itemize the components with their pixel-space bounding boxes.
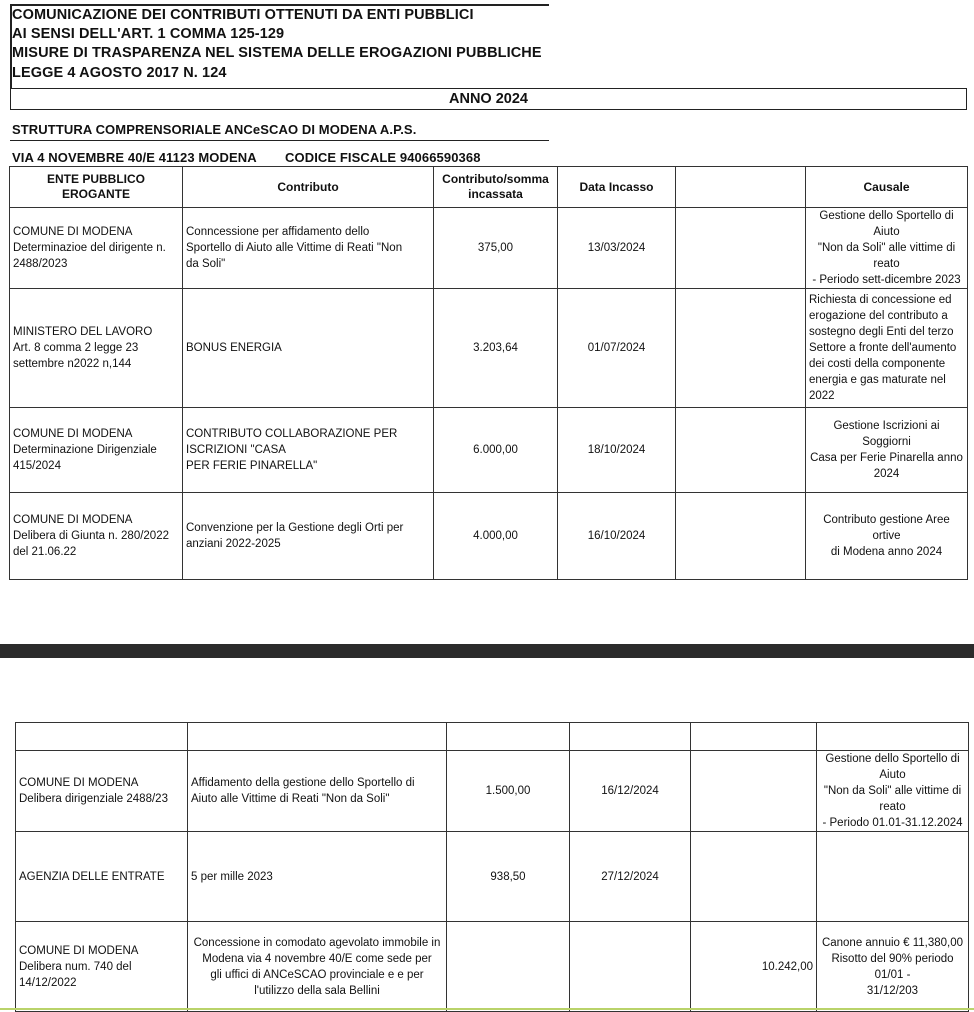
cell-importo: 938,50 xyxy=(447,832,570,922)
cell-ente: COMUNE DI MODENA Determinazioe del dirigente n. 2488/2023 xyxy=(10,208,183,289)
table-row xyxy=(16,832,969,922)
cell-data: 01/07/2024 xyxy=(558,289,676,408)
header-line-2: AI SENSI DELL'ART. 1 COMMA 125-129 xyxy=(12,26,285,42)
table-spacer-row xyxy=(16,723,969,751)
bottom-edge-line xyxy=(0,1008,974,1010)
cell-data: 16/10/2024 xyxy=(558,493,676,580)
header-top-rule xyxy=(10,4,549,6)
table-row xyxy=(10,208,968,289)
cell-importo xyxy=(447,922,570,1012)
cell-causale: Canone annuio € 11,380,00 Risotto del 90% periodo 01/01 - 31/12/203 xyxy=(817,922,969,1012)
cell-ente: COMUNE DI MODENA Delibera dirigenziale 2488/23 xyxy=(16,751,188,832)
contributions-table-bottom xyxy=(15,722,969,1012)
cell-causale xyxy=(817,832,969,922)
cell-causale: Gestione dello Sportello di Aiuto "Non da Soli" alle vittime di reato - Periodo sett-dicembre 2023 xyxy=(806,208,968,289)
table-row xyxy=(16,922,969,1012)
table-row xyxy=(10,289,968,408)
cell-extra xyxy=(676,493,806,580)
cell-extra xyxy=(676,208,806,289)
cell-empty xyxy=(817,723,969,751)
header-line-1: COMUNICAZIONE DEI CONTRIBUTI OTTENUTI DA ENTI PUBBLICI xyxy=(12,7,474,23)
cell-contributo: Convenzione per la Gestione degli Orti per anziani 2022-2025 xyxy=(183,493,434,580)
cell-data xyxy=(570,922,691,1012)
page-separator xyxy=(0,644,974,658)
cell-importo: 375,00 xyxy=(434,208,558,289)
cell-data: 27/12/2024 xyxy=(570,832,691,922)
col-data: Data Incasso xyxy=(558,167,676,208)
organization-rule xyxy=(10,140,549,141)
cell-contributo: Affidamento della gestione dello Sportello di Aiuto alle Vittime di Reati "Non da Soli" xyxy=(188,751,447,832)
cell-empty xyxy=(16,723,188,751)
table-row xyxy=(16,751,969,832)
cell-importo: 4.000,00 xyxy=(434,493,558,580)
contributions-table-top xyxy=(9,166,968,580)
cell-empty xyxy=(691,723,817,751)
cell-importo: 3.203,64 xyxy=(434,289,558,408)
cell-extra xyxy=(676,408,806,493)
cell-data: 18/10/2024 xyxy=(558,408,676,493)
organization-name: STRUTTURA COMPRENSORIALE ANCeSCAO DI MODENA A.P.S. xyxy=(12,122,417,137)
header-line-3: MISURE DI TRASPARENZA NEL SISTEMA DELLE EROGAZIONI PUBBLICHE xyxy=(12,45,542,61)
cell-causale: Contributo gestione Aree ortive di Modena anno 2024 xyxy=(806,493,968,580)
tax-code: CODICE FISCALE 94066590368 xyxy=(285,150,481,165)
col-somma: Contributo/somma incassata xyxy=(434,167,558,208)
cell-extra xyxy=(676,289,806,408)
cell-extra xyxy=(691,751,817,832)
cell-contributo: Conncessione per affidamento dello Sportello di Aiuto alle Vittime di Reati "Non da Soli" xyxy=(183,208,434,289)
col-causale: Causale xyxy=(806,167,968,208)
cell-data: 13/03/2024 xyxy=(558,208,676,289)
header-left-rule xyxy=(10,4,12,88)
cell-empty xyxy=(447,723,570,751)
cell-ente: AGENZIA DELLE ENTRATE xyxy=(16,832,188,922)
cell-importo: 6.000,00 xyxy=(434,408,558,493)
col-extra xyxy=(676,167,806,208)
cell-contributo: Concessione in comodato agevolato immobile in Modena via 4 novembre 40/E come sede per gli uffici di ANCeSCAO provinciale e e per l'utilizzo della sala Bellini xyxy=(188,922,447,1012)
cell-contributo: 5 per mille 2023 xyxy=(188,832,447,922)
col-ente: ENTE PUBBLICO EROGANTE xyxy=(10,167,183,208)
table-header-row xyxy=(10,167,968,208)
cell-empty xyxy=(188,723,447,751)
cell-importo: 1.500,00 xyxy=(447,751,570,832)
year-box xyxy=(10,88,967,110)
cell-contributo: BONUS ENERGIA xyxy=(183,289,434,408)
col-contributo: Contributo xyxy=(183,167,434,208)
cell-ente: COMUNE DI MODENA Determinazione Dirigenziale 415/2024 xyxy=(10,408,183,493)
cell-extra xyxy=(691,832,817,922)
cell-ente: COMUNE DI MODENA Delibera num. 740 del 14/12/2022 xyxy=(16,922,188,1012)
table-row xyxy=(10,408,968,493)
cell-ente: MINISTERO DEL LAVORO Art. 8 comma 2 legge 23 settembre n2022 n,144 xyxy=(10,289,183,408)
cell-contributo: CONTRIBUTO COLLABORAZIONE PER ISCRIZIONI "CASA PER FERIE PINARELLA" xyxy=(183,408,434,493)
table-row xyxy=(10,493,968,580)
header-line-4: LEGGE 4 AGOSTO 2017 N. 124 xyxy=(12,65,227,81)
cell-causale: Gestione dello Sportello di Aiuto "Non da Soli" alle vittime di reato - Periodo 01.01-31.12.2024 xyxy=(817,751,969,832)
cell-ente: COMUNE DI MODENA Delibera di Giunta n. 280/2022 del 21.06.22 xyxy=(10,493,183,580)
address-line: VIA 4 NOVEMBRE 40/E 41123 MODENA xyxy=(12,150,257,165)
cell-causale: Richiesta di concessione ed erogazione del contributo a sostegno degli Enti del terzo Settore a fronte dell'aumento dei costi della componente energia e gas maturate nel 2022 xyxy=(806,289,968,408)
year-label: ANNO 2024 xyxy=(449,91,528,107)
cell-extra: 10.242,00 xyxy=(691,922,817,1012)
cell-causale: Gestione Iscrizioni ai Soggiorni Casa per Ferie Pinarella anno 2024 xyxy=(806,408,968,493)
cell-data: 16/12/2024 xyxy=(570,751,691,832)
cell-empty xyxy=(570,723,691,751)
